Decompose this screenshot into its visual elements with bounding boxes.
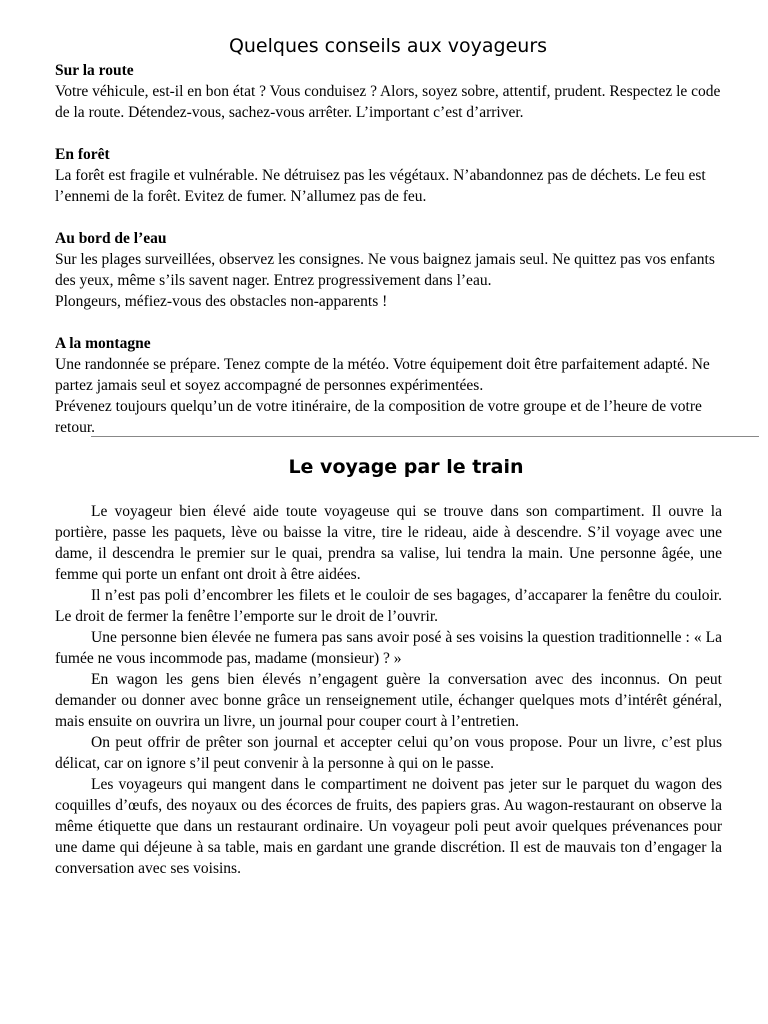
- tip-forest: [55, 144, 727, 207]
- tips-section: [55, 60, 727, 459]
- tip-water: [55, 228, 727, 312]
- tip-road: [55, 60, 727, 123]
- article-title: Le voyage par le train: [288, 456, 524, 478]
- section-divider: [91, 436, 759, 437]
- tip-heading: A la montagne: [55, 335, 151, 352]
- tip-text: Sur les plages surveillées, observez les consignes. Ne vous baignez jamais seul. Ne quittez pas vos enfants des yeux, même s’ils savent nager. Entrez progressivement dans l’eau.: [55, 251, 715, 289]
- tip-heading: Sur la route: [55, 62, 134, 79]
- tip-mountain: [55, 333, 727, 438]
- tip-text: La forêt est fragile et vulnérable. Ne détruisez pas les végétaux. N’abandonnez pas de déchets. Le feu est l’ennemi de la forêt. Evitez de fumer. N’allumez pas de feu.: [55, 167, 706, 205]
- tip-heading: Au bord de l’eau: [55, 230, 167, 247]
- tip-text: Prévenez toujours quelqu’un de votre itinéraire, de la composition de votre groupe et de l’heure de votre retour.: [55, 398, 702, 436]
- article-paragraph: Le voyageur bien élevé aide toute voyageuse qui se trouve dans son compartiment. Il ouvre la portière, passe les paquets, lève ou baisse la vitre, tire le rideau, aide à descendre. S’il voyage avec une dame, il descendra le premier sur le quai, prendra sa valise, lui tendra la main. Une personne âgée, une femme qui porte un enfant ont droit à être aidées.: [55, 503, 722, 583]
- tip-heading: En forêt: [55, 146, 110, 163]
- tip-text: Votre véhicule, est-il en bon état ? Vous conduisez ? Alors, soyez sobre, attentif, prudent. Respectez le code de la route. Détendez-vous, sachez-vous arrêter. L’important c’est d’arriver.: [55, 83, 721, 121]
- tip-text: Une randonnée se prépare. Tenez compte de la météo. Votre équipement doit être parfaitement adapté. Ne partez jamais seul et soyez accompagné de personnes expérimentées.: [55, 356, 710, 394]
- tip-text: Plongeurs, méfiez-vous des obstacles non-apparents !: [55, 293, 388, 310]
- article-paragraph: Il n’est pas poli d’encombrer les filets et le couloir de ses bagages, d’accaparer la fenêtre du couloir. Le droit de fermer la fenêtre l’emporte sur le droit de l’ouvrir.: [55, 587, 722, 625]
- article-paragraph: Les voyageurs qui mangent dans le compartiment ne doivent pas jeter sur le parquet du wagon des coquilles d’œufs, des noyaux ou des écorces de fruits, des papiers gras. Au wagon-restaurant on observe la même étiquette que dans un restaurant ordinaire. Un voyageur poli peut avoir quelques prévenances pour une dame qui déjeune à sa table, mais en gardant une grande discrétion. Il est de mauvais ton d’engager la conversation avec ses voisins.: [55, 776, 722, 877]
- article-paragraph: On peut offrir de prêter son journal et accepter celui qu’on vous propose. Pour un livre, c’est plus délicat, car on ignore s’il peut convenir à la personne à qui on le passe.: [55, 734, 722, 772]
- page-title: Quelques conseils aux voyageurs: [228, 35, 548, 57]
- article-paragraph: Une personne bien élevée ne fumera pas sans avoir posé à ses voisins la question traditionnelle : « La fumée ne vous incommode pas, madame (monsieur) ? »: [55, 629, 722, 667]
- article-body: [55, 501, 722, 879]
- article-paragraph: En wagon les gens bien élevés n’engagent guère la conversation avec des inconnus. On peut demander ou donner avec bonne grâce un renseignement utile, échanger quelques mots d’intérêt général, mais ensuite on ouvrira un livre, un journal pour couper court à l’entretien.: [55, 671, 722, 730]
